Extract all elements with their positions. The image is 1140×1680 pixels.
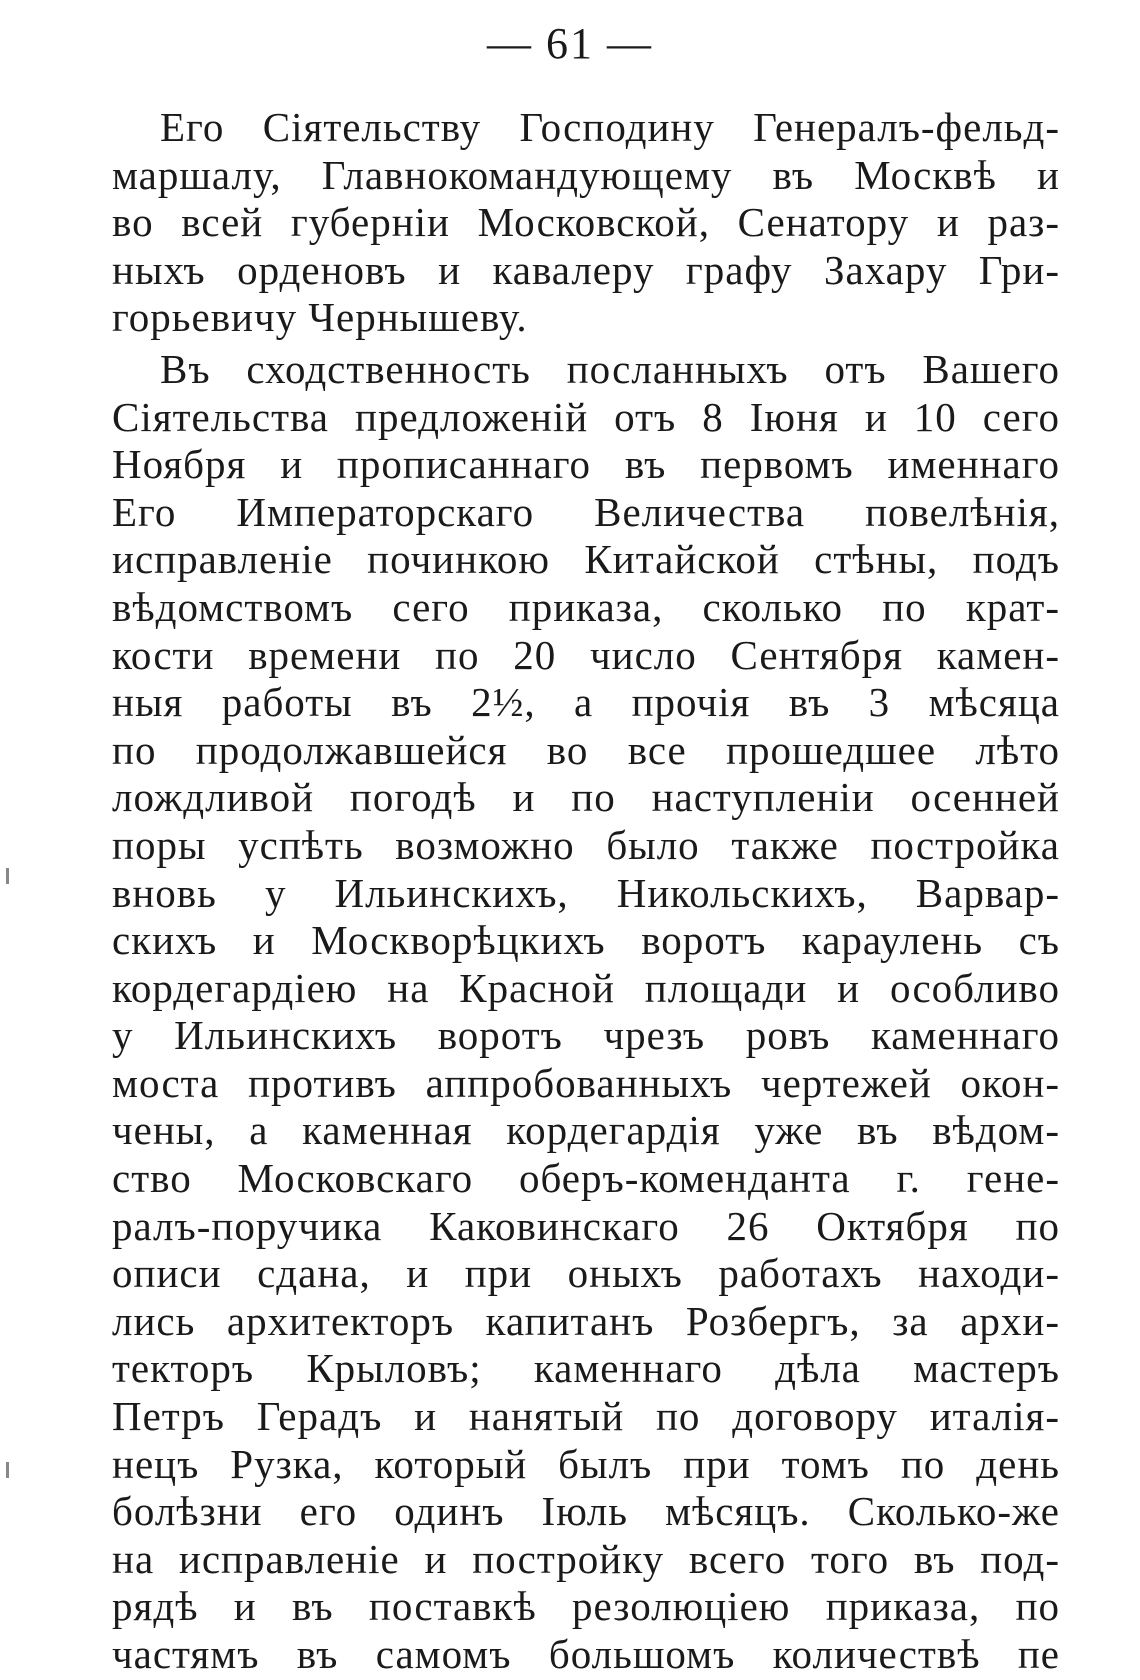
scan-edge-mark xyxy=(6,868,9,884)
text-line: кости времени по 20 число Сентября камен- xyxy=(112,631,1060,678)
text-line: лись архитекторъ капитанъ Розбергъ, за архи- xyxy=(112,1297,1060,1344)
text-line: вновь у Ильинскихъ, Никольскихъ, Варвар- xyxy=(112,869,1060,916)
text-line: болѣзни его одинъ Іюль мѣсяцъ. Сколько-же xyxy=(112,1488,1060,1535)
page-number: — 61 — xyxy=(487,19,653,68)
text-line: моста противъ аппробованныхъ чертежей окон- xyxy=(112,1059,1060,1106)
text-line: Въ сходственность посланныхъ отъ Вашего xyxy=(160,345,1060,392)
text-line: лождливой погодѣ и по наступленіи осенней xyxy=(112,774,1060,821)
text-line: на исправленіе и постройку всего того въ под- xyxy=(112,1535,1060,1582)
text-line: исправленіе починкою Китайской стѣны, подъ xyxy=(112,536,1060,583)
text-line: рядѣ и въ поставкѣ резолюціею приказа, по xyxy=(112,1583,1060,1630)
text-line: нецъ Рузка, который былъ при томъ по день xyxy=(112,1440,1060,1487)
text-line: скихъ и Москворѣцкихъ воротъ караулень съ xyxy=(112,917,1060,964)
text-line: описи сдана, и при оныхъ работахъ находи- xyxy=(112,1250,1060,1297)
text-line: поры успѣть возможно было также постройка xyxy=(112,821,1060,868)
text-line: ство Московскаго оберъ-коменданта г. гене- xyxy=(112,1155,1060,1202)
text-line: Ноября и прописаннаго въ первомъ именнаго xyxy=(112,441,1060,488)
address-paragraph xyxy=(112,104,1060,342)
text-line: Его Императорскаго Величества повелѣнія, xyxy=(112,488,1060,535)
text-line: текторъ Крыловъ; каменнаго дѣла мастеръ xyxy=(112,1345,1060,1392)
text-line: горьевичу Чернышеву. xyxy=(112,294,528,341)
report-paragraph xyxy=(112,346,1060,1679)
text-line: по продолжавшейся во все прошедшее лѣто xyxy=(112,726,1060,773)
text-line: кордегардіею на Красной площади и особливо xyxy=(112,964,1060,1011)
text-line: ралъ-поручика Каковинскаго 26 Октября по xyxy=(112,1202,1060,1249)
text-line: Его Сіятельству Господину Генералъ-фельд- xyxy=(160,104,1060,150)
text-line: частямъ въ самомъ большомъ количествѣ пе xyxy=(112,1631,1060,1677)
text-line: чены, а каменная кордегардія уже въ вѣдом- xyxy=(112,1107,1060,1154)
text-line: маршалу, Главнокомандующему въ Москвѣ и xyxy=(112,151,1060,198)
text-line: во всей губерніи Московской, Сенатору и раз- xyxy=(112,199,1060,246)
text-line: Петръ Герадъ и нанятый по договору италія- xyxy=(112,1393,1060,1440)
body-text xyxy=(112,104,1060,1679)
text-line: ныхъ орденовъ и кавалеру графу Захару Гри- xyxy=(112,246,1060,293)
scan-edge-mark xyxy=(6,1462,9,1478)
text-line: вѣдомствомъ сего приказа, сколько по крат- xyxy=(112,583,1060,630)
text-line: Сіятельства предложеній отъ 8 Іюня и 10 сего xyxy=(112,393,1060,440)
text-line: ныя работы въ 2½, а прочія въ 3 мѣсяца xyxy=(112,679,1060,726)
text-line: у Ильинскихъ воротъ чрезъ ровъ каменнаго xyxy=(112,1012,1060,1059)
